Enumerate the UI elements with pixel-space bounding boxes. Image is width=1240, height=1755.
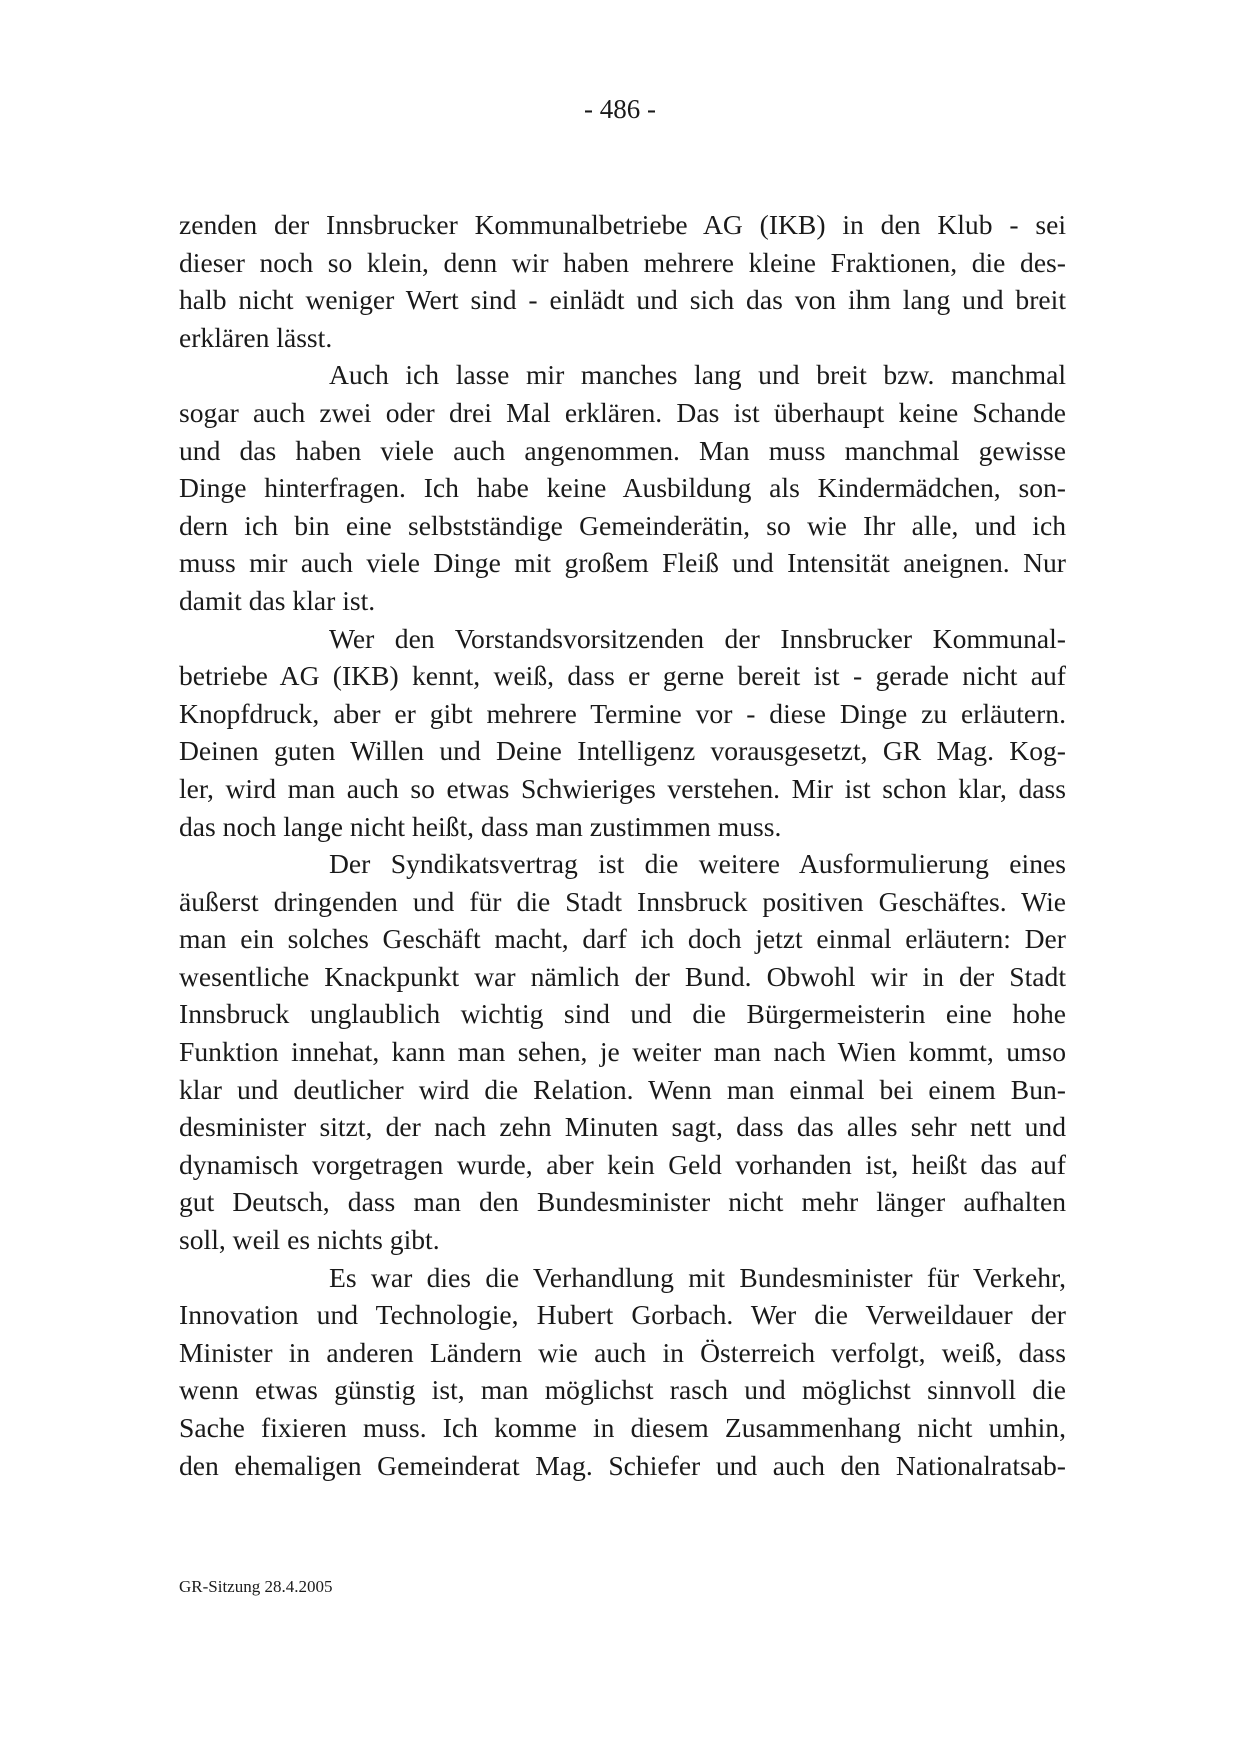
text-line: ler, wird man auch so etwas Schwieriges verstehen. Mir ist schon klar, dass (179, 772, 1066, 804)
text-line: desminister sitzt, der nach zehn Minuten sagt, dass das alles sehr nett und (179, 1111, 1066, 1143)
text-line: Der Syndikatsvertrag ist die weitere Ausformulierung eines (329, 848, 1066, 880)
text-line: Innsbruck unglaublich wichtig sind und die Bürgermeisterin eine hohe (179, 998, 1066, 1030)
page-number: - 486 - (584, 94, 656, 124)
text-line: Es war dies die Verhandlung mit Bundesminister für Verkehr, (329, 1261, 1066, 1293)
footer-session-date: GR-Sitzung 28.4.2005 (179, 1577, 333, 1596)
text-line: den ehemaligen Gemeinderat Mag. Schiefer und auch den Nationalratsab- (179, 1449, 1066, 1481)
text-line: dieser noch so klein, denn wir haben mehrere kleine Fraktionen, die des- (179, 246, 1066, 278)
text-line: Minister in anderen Ländern wie auch in Österreich verfolgt, weiß, dass (179, 1336, 1066, 1368)
text-line: sogar auch zwei oder drei Mal erklären. Das ist überhaupt keine Schande (179, 396, 1066, 428)
text-line: Deinen guten Willen und Deine Intelligenz vorausgesetzt, GR Mag. Kog- (179, 735, 1066, 767)
text-line: klar und deutlicher wird die Relation. Wenn man einmal bei einem Bun- (179, 1073, 1066, 1105)
text-line: wenn etwas günstig ist, man möglichst rasch und möglichst sinnvoll die (179, 1374, 1066, 1406)
text-line: wesentliche Knackpunkt war nämlich der Bund. Obwohl wir in der Stadt (179, 960, 1066, 992)
text-line: damit das klar ist. (179, 584, 376, 616)
text-line: Wer den Vorstandsvorsitzenden der Innsbrucker Kommunal- (329, 622, 1066, 654)
text-line: erklären lässt. (179, 321, 333, 353)
text-line: Auch ich lasse mir manches lang und breit bzw. manchmal (329, 359, 1066, 391)
text-line: äußerst dringenden und für die Stadt Innsbruck positiven Geschäftes. Wie (179, 885, 1066, 917)
text-line: gut Deutsch, dass man den Bundesminister nicht mehr länger aufhalten (179, 1186, 1066, 1218)
text-line: muss mir auch viele Dinge mit großem Fleiß und Intensität aneignen. Nur (179, 547, 1066, 579)
document-body (179, 206, 1066, 1484)
text-line: betriebe AG (IKB) kennt, weiß, dass er gerne bereit ist - gerade nicht auf (179, 660, 1066, 692)
text-line: Funktion innehat, kann man sehen, je weiter man nach Wien kommt, umso (179, 1036, 1066, 1068)
text-line: Sache fixieren muss. Ich komme in diesem Zusammenhang nicht umhin, (179, 1412, 1066, 1443)
text-line: Dinge hinterfragen. Ich habe keine Ausbildung als Kindermädchen, son- (179, 472, 1066, 504)
text-line: dynamisch vorgetragen wurde, aber kein Geld vorhanden ist, heißt das auf (179, 1148, 1066, 1180)
text-line: Knopfdruck, aber er gibt mehrere Termine vor - diese Dinge zu erläutern. (179, 697, 1066, 729)
text-line: das noch lange nicht heißt, dass man zustimmen muss. (179, 810, 782, 842)
text-line: dern ich bin eine selbstständige Gemeinderätin, so wie Ihr alle, und ich (179, 509, 1066, 541)
text-line: man ein solches Geschäft macht, darf ich doch jetzt einmal erläutern: Der (179, 923, 1066, 955)
text-line: zenden der Innsbrucker Kommunalbetriebe AG (IKB) in den Klub - sei (179, 209, 1066, 240)
text-line: halb nicht weniger Wert sind - einlädt und sich das von ihm lang und breit (179, 284, 1066, 316)
text-line: Innovation und Technologie, Hubert Gorbach. Wer die Verweildauer der (179, 1299, 1066, 1331)
text-line: und das haben viele auch angenommen. Man muss manchmal gewisse (179, 434, 1066, 466)
text-line: soll, weil es nichts gibt. (179, 1224, 440, 1256)
